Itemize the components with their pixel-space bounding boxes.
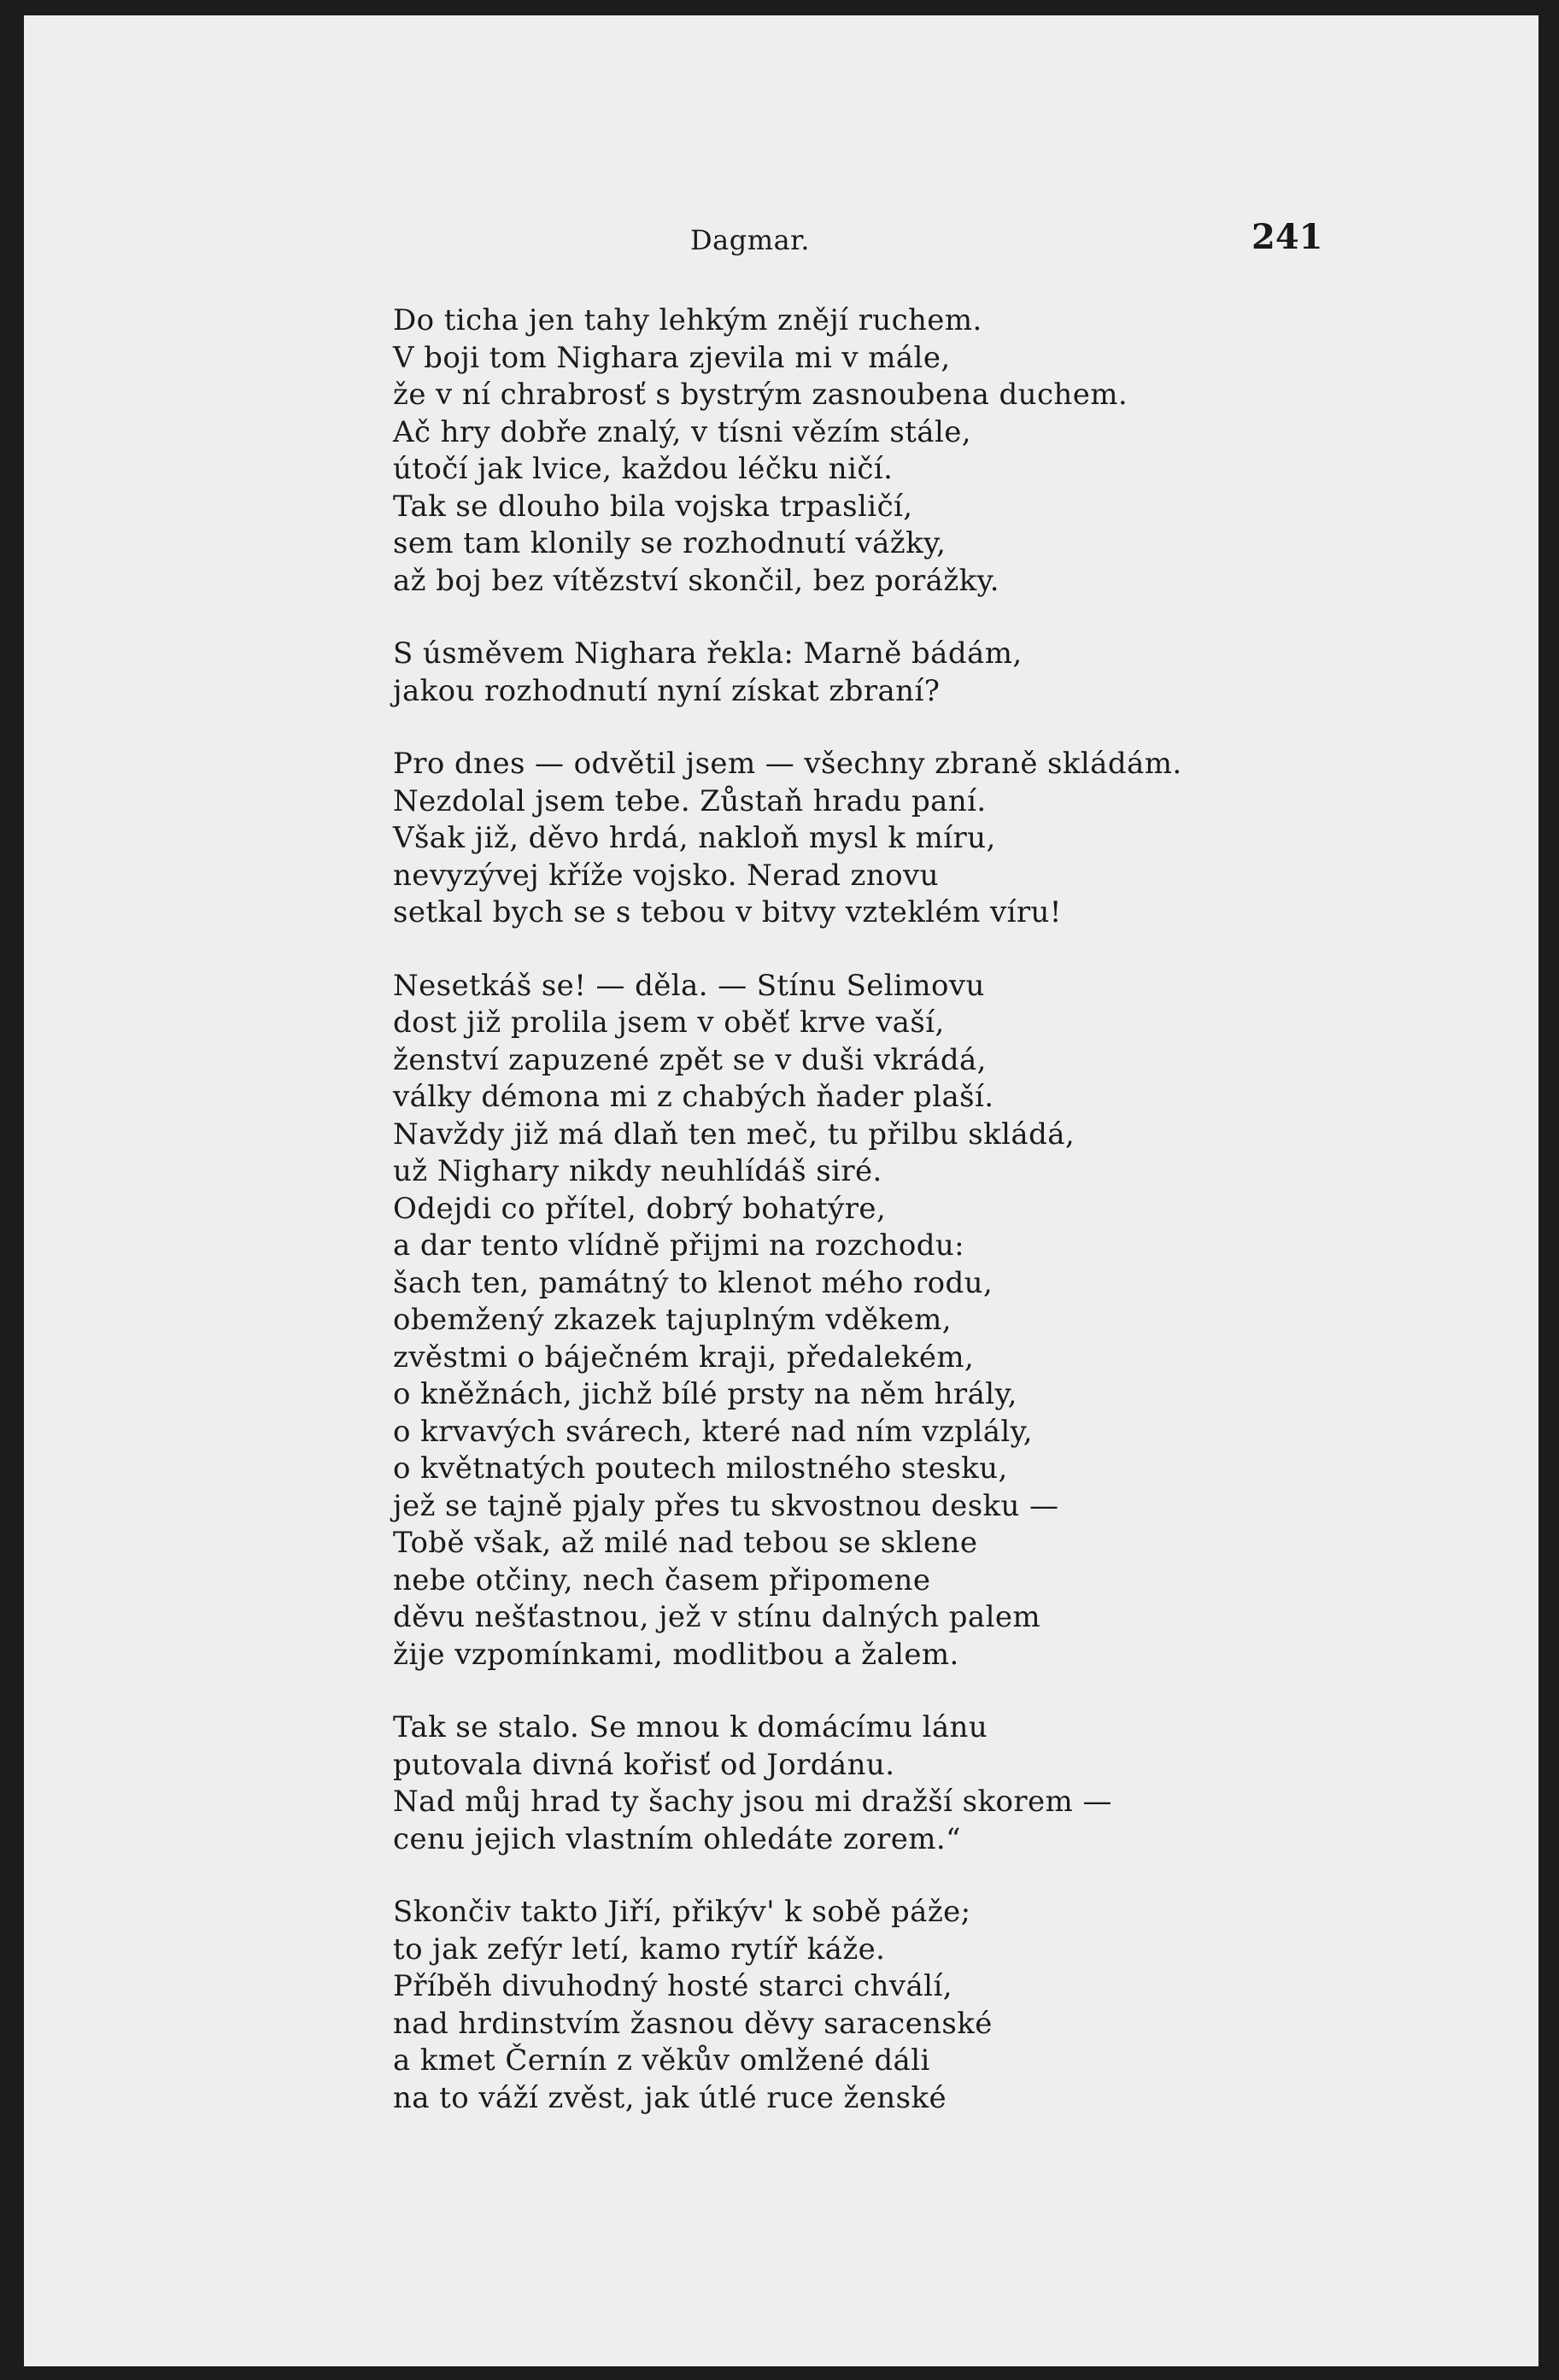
stanza [393,636,1375,710]
poem-line: putovala divná kořisť od Jordánu. [393,1747,895,1782]
stanza [393,1709,1375,1858]
poem-line: Skončiv takto Jiří, přikýv' k sobě páže; [393,1895,971,1929]
poem-line: Tobě však, až milé nad tebou se sklene [393,1526,978,1560]
poem-line: jakou rozhodnutí nyní získat zbraní? [393,673,941,708]
poem-line: Pro dnes — odvětil jsem — všechny zbraně skládám. [393,747,1182,781]
poem-line: sem tam klonily se rozhodnutí vážky, [393,526,947,560]
stanza [393,746,1375,932]
poem-line: že v ní chrabrosť s bystrým zasnoubena duchem. [393,378,1128,412]
poem-line: zvěstmi o báječném kraji, předalekém, [393,1339,975,1375]
poem-line: dost již prolila jsem v oběť krve vaší, [393,1005,945,1040]
poem-line: nebe otčiny, nech časem připomene [393,1562,931,1597]
running-title: Dagmar. [690,224,811,256]
poem-line: Však již, děvo hrdá, nakloň mysl k míru, [393,821,996,855]
poem-line: Nad můj hrad ty šachy jsou mi dražší skorem — [393,1785,1112,1819]
page-header [24,214,1538,265]
poem-line: o krvavých svárech, které nad ním vzplály, [393,1414,1033,1449]
poem-line: Navždy již má dlaň ten meč, tu přilbu skládá, [393,1117,1075,1152]
poem-line: Tak se dlouho bila vojska trpasličí, [393,489,913,524]
poem-line: už Nighary nikdy neuhlídáš siré. [393,1154,882,1188]
poem-line: Nesetkáš se! — děla. — Stínu Selimovu [393,968,985,1003]
poem-line: šach ten, památný to klenot mého rodu, [393,1265,993,1300]
poem-line: V boji tom Nighara zjevila mi v mále, [393,340,951,375]
poem-line: o kněžnách, jichž bílé prsty na něm hrály, [393,1377,1017,1411]
stanza [393,302,1375,600]
poem-line: Ač hry dobře znalý, v tísni vězím stále, [393,414,971,449]
poem-line: Nezdolal jsem tebe. Zůstaň hradu paní. [393,783,987,818]
poem-line: o květnatých poutech milostného stesku, [393,1451,1008,1486]
stanza [393,1894,1375,2117]
poem-line: až boj bez vítězství skončil, bez porážky. [393,563,999,598]
poem-line: útočí jak lvice, každou léčku ničí. [393,452,894,486]
poem-line: to jak zefýr letí, kamo rytíř káže. [393,1932,886,1967]
poem-line: a kmet Černín z věkův omlžené dáli [393,2043,930,2078]
poem-line: obemžený zkazek tajuplným vděkem, [393,1303,952,1337]
poem-line: Tak se stalo. Se mnou k domácímu lánu [393,1710,988,1744]
poem-line: na to váží zvěst, jak útlé ruce ženské [393,2080,947,2115]
poem-line: ženství zapuzené zpět se v duši vkrádá, [393,1042,987,1077]
poem-line: setkal bych se s tebou v bitvy vzteklém víru! [393,895,1062,929]
poem-text [393,302,1375,2153]
stanza [393,968,1375,1674]
poem-line: cenu jejich vlastním ohledáte zorem.“ [393,1821,961,1856]
poem-line: žije vzpomínkami, modlitbou a žalem. [393,1637,959,1672]
poem-line: Příběh divuhodný hosté starci chválí, [393,1969,952,2003]
page-number: 241 [1251,217,1323,257]
poem-line: jež se tajně pjaly přes tu skvostnou desku — [393,1488,1059,1523]
poem-line: Odejdi co přítel, dobrý bohatýre, [393,1191,887,1226]
poem-line: děvu nešťastnou, jež v stínu dalných palem [393,1600,1041,1634]
poem-line: Do ticha jen tahy lehkým znějí ruchem. [393,303,982,337]
book-page [24,15,1538,2366]
poem-line: S úsměvem Nighara řekla: Marně bádám, [393,636,1023,671]
poem-line: války démona mi z chabých ňader plaší. [393,1080,994,1114]
poem-line: nad hrdinstvím žasnou děvy saracenské [393,2006,993,2041]
poem-line: a dar tento vlídně přijmi na rozchodu: [393,1228,965,1263]
poem-line: nevyzývej kříže vojsko. Nerad znovu [393,858,939,893]
